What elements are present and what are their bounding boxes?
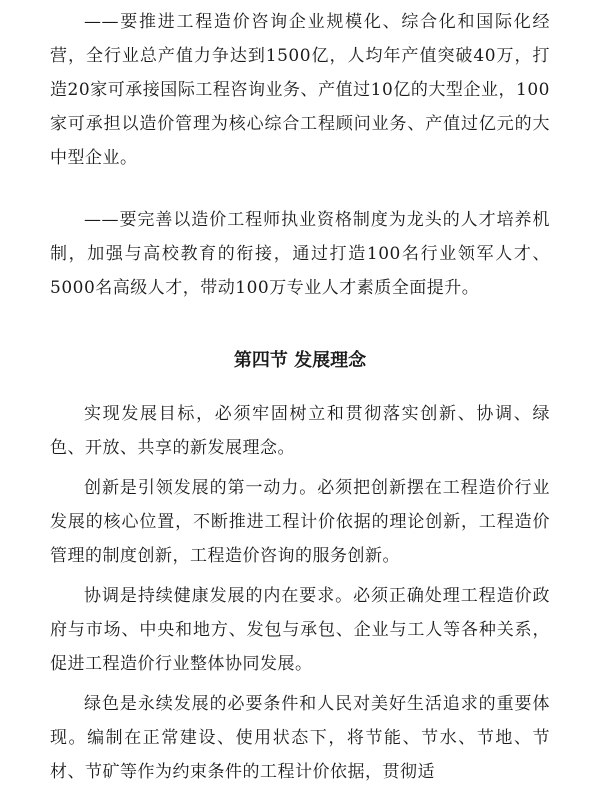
paragraph-coordination: 协调是持续健康发展的内在要求。必须正确处理工程造价政府与市场、中央和地方、发包与承包、企业与工人等各种关系，促进工程造价行业整体协同发展。 bbox=[50, 586, 550, 674]
paragraph-green: 绿色是永续发展的必要条件和人民对美好生活追求的重要体现。编制在正常建设、使用状态下，将节能、节水、节地、节材、节矿等作为约束条件的工程计价依据，贯彻适 bbox=[50, 694, 550, 782]
section-heading: 第四节 发展理念 bbox=[233, 350, 367, 371]
paragraph-enterprise-goals: ——要推进工程造价咨询企业规模化、综合化和国际化经营，全行业总产值力争达到1500亿，人均年产值突破40万，打造20家可承接国际工程咨询业务、产值过10亿的大型企业，100家可承担以造价管理为核心综合工程顾问业务、产值过亿元的大中型企业。 bbox=[50, 12, 550, 168]
paragraph-talent-goals: ——要完善以造价工程师执业资格制度为龙头的人才培养机制，加强与高校教育的衔接，通过打造100名行业领军人才、5000名高级人才，带动100万专业人才素质全面提升。 bbox=[50, 210, 550, 298]
paragraph-innovation: 创新是引领发展的第一动力。必须把创新摆在工程造价行业发展的核心位置，不断推进工程计价依据的理论创新，工程造价管理的制度创新，工程造价咨询的服务创新。 bbox=[50, 478, 550, 566]
paragraph-development-concept: 实现发展目标，必须牢固树立和贯彻落实创新、协调、绿色、开放、共享的新发展理念。 bbox=[50, 404, 550, 458]
